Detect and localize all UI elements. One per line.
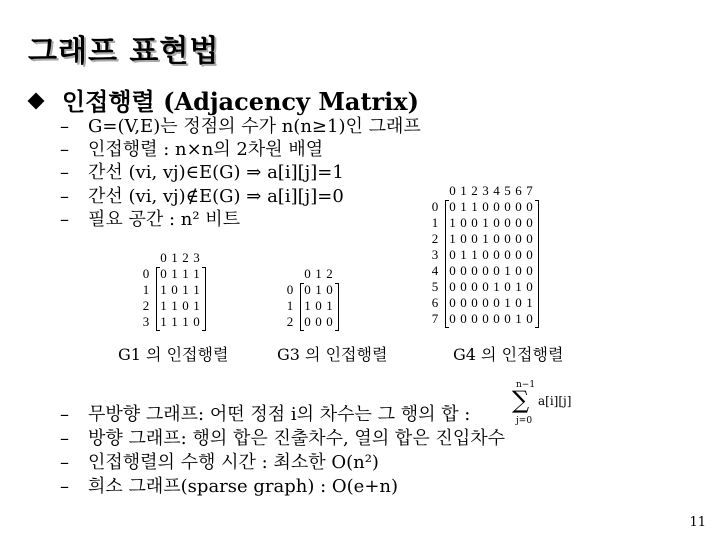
slide-title: 그래프 표현법 [28, 34, 220, 69]
g1-caption: G1 의 인접행렬 [118, 345, 229, 364]
diamond-bullet-icon [28, 92, 45, 109]
matrix-cell: 0 [526, 199, 533, 214]
matrix-cell: 0 [471, 263, 478, 278]
g3-matrix [282, 266, 335, 330]
matrix-cell: 0 [449, 279, 456, 294]
matrix-cell: 1 [482, 215, 489, 230]
matrix-cell: 0 [315, 298, 322, 313]
main-bullet-text: 인접행렬 (Adjacency Matrix) [62, 87, 419, 116]
matrix-row [427, 263, 535, 279]
matrix-cell: 0 [460, 311, 467, 326]
matrix-cell: 1 [471, 247, 478, 262]
matrix-row [427, 199, 535, 215]
matrix-cell: 0 [460, 295, 467, 310]
matrix-row-header: 0 [142, 266, 150, 281]
matrix-cell: 0 [526, 215, 533, 230]
matrix-cell: 1 [193, 298, 200, 313]
matrix-cell: 0 [515, 199, 522, 214]
matrix-row-header: 5 [431, 279, 439, 294]
page-number: 11 [689, 515, 706, 530]
matrix-cell: 0 [515, 247, 522, 262]
matrix-col-header: 3 [193, 250, 200, 265]
g4-matrix [427, 183, 535, 327]
matrix-cell: 0 [449, 295, 456, 310]
upper-item: – 필요 공간 : n² 비트 [60, 209, 241, 230]
matrix-cell: 0 [460, 215, 467, 230]
right-bracket [335, 283, 339, 331]
matrix-cell: 1 [482, 231, 489, 246]
matrix-cell: 0 [471, 231, 478, 246]
matrix-row-header: 0 [431, 199, 439, 214]
matrix-cell: 0 [315, 314, 322, 329]
matrix-cell: 0 [515, 215, 522, 230]
matrix-col-header: 5 [504, 183, 511, 198]
matrix-cell: 1 [449, 215, 456, 230]
matrix-cell: 0 [526, 279, 533, 294]
matrix-cell: 0 [471, 295, 478, 310]
g3-caption: G3 의 인접행렬 [277, 345, 388, 364]
matrix-cell: 0 [515, 263, 522, 278]
matrix-cell: 1 [171, 298, 178, 313]
matrix-row [282, 314, 335, 330]
matrix-cell: 0 [160, 266, 167, 281]
matrix-col-header: 1 [171, 250, 178, 265]
matrix-cell: 0 [493, 199, 500, 214]
matrix-cell: 0 [326, 314, 333, 329]
matrix-cell: 1 [460, 199, 467, 214]
matrix-cell: 1 [471, 199, 478, 214]
matrix-row-header: 2 [142, 298, 150, 313]
matrix-row [282, 298, 335, 314]
upper-item: – 인접행렬 : n×n의 2차원 배열 [60, 139, 324, 160]
matrix-col-header: 0 [449, 183, 456, 198]
matrix-cell: 0 [504, 215, 511, 230]
matrix-cell: 1 [304, 298, 311, 313]
lower-item: – 희소 그래프(sparse graph) : O(e+n) [60, 476, 399, 497]
left-bracket [300, 283, 304, 331]
matrix-cell: 1 [160, 298, 167, 313]
matrix-cell: 1 [460, 247, 467, 262]
matrix-cell: 0 [471, 279, 478, 294]
matrix-cell: 1 [515, 279, 522, 294]
matrix-cell: 0 [493, 263, 500, 278]
matrix-row [282, 282, 335, 298]
matrix-col-header: 2 [471, 183, 478, 198]
matrix-cell: 0 [460, 263, 467, 278]
matrix-cell: 0 [182, 298, 189, 313]
matrix-cell: 1 [171, 314, 178, 329]
matrix-cell: 0 [504, 231, 511, 246]
matrix-cell: 0 [471, 311, 478, 326]
matrix-cell: 0 [482, 311, 489, 326]
lower-item: – 무방향 그래프: 어떤 정점 i의 차수는 그 행의 합 : [60, 404, 471, 425]
matrix-col-header: 3 [482, 183, 489, 198]
matrix-cell: 0 [460, 231, 467, 246]
matrix-cell: 0 [304, 282, 311, 297]
matrix-col-header: 2 [182, 250, 189, 265]
matrix-cell: 0 [493, 311, 500, 326]
matrix-cell: 1 [193, 266, 200, 281]
matrix-cell: 0 [504, 199, 511, 214]
matrix-cell: 0 [493, 231, 500, 246]
sum-upper-limit: n−1 [516, 380, 536, 390]
matrix-cell: 0 [449, 311, 456, 326]
matrix-col-headers [138, 250, 202, 266]
matrix-row-header: 1 [286, 298, 294, 313]
matrix-row-header: 1 [431, 215, 439, 230]
matrix-col-headers [427, 183, 535, 199]
matrix-cell: 1 [504, 295, 511, 310]
left-bracket [445, 200, 449, 328]
matrix-row [427, 231, 535, 247]
matrix-cell: 0 [482, 247, 489, 262]
matrix-col-header: 6 [515, 183, 522, 198]
matrix-col-header: 1 [460, 183, 467, 198]
matrix-cell: 0 [482, 199, 489, 214]
matrix-row-header: 3 [142, 314, 150, 329]
right-bracket [535, 200, 539, 328]
matrix-row [138, 282, 202, 298]
sum-lower-limit: j=0 [516, 416, 533, 426]
matrix-row-header: 2 [286, 314, 294, 329]
matrix-cell: 0 [515, 231, 522, 246]
matrix-cell: 0 [526, 247, 533, 262]
matrix-cell: 0 [193, 314, 200, 329]
matrix-cell: 0 [493, 215, 500, 230]
matrix-cell: 1 [182, 266, 189, 281]
matrix-cell: 0 [326, 282, 333, 297]
matrix-cell: 0 [449, 247, 456, 262]
matrix-cell: 1 [160, 314, 167, 329]
matrix-row-header: 7 [431, 311, 439, 326]
matrix-cell: 1 [182, 282, 189, 297]
sum-term: a[i][j] [538, 394, 572, 408]
matrix-cell: 0 [449, 263, 456, 278]
matrix-cell: 1 [515, 311, 522, 326]
upper-item: – G=(V,E)는 정점의 수가 n(n≥1)인 그래프 [60, 116, 421, 137]
matrix-cell: 0 [526, 231, 533, 246]
matrix-col-header: 1 [315, 266, 322, 281]
upper-item: – 간선 (vi, vj)∉E(G) ⇒ a[i][j]=0 [60, 186, 344, 207]
matrix-cell: 0 [504, 247, 511, 262]
matrix-row [138, 314, 202, 330]
matrix-row [138, 298, 202, 314]
matrix-cell: 1 [504, 263, 511, 278]
matrix-cell: 0 [504, 311, 511, 326]
matrix-cell: 0 [526, 263, 533, 278]
matrix-row-header: 0 [286, 282, 294, 297]
matrix-cell: 0 [515, 295, 522, 310]
matrix-cell: 0 [449, 199, 456, 214]
matrix-cell: 0 [171, 282, 178, 297]
upper-item: – 간선 (vi, vj)∈E(G) ⇒ a[i][j]=1 [60, 162, 344, 183]
matrix-row [138, 266, 202, 282]
matrix-col-header: 0 [160, 250, 167, 265]
matrix-cell: 1 [526, 295, 533, 310]
matrix-row [427, 295, 535, 311]
matrix-col-header: 2 [326, 266, 333, 281]
matrix-cell: 0 [493, 247, 500, 262]
matrix-cell: 0 [493, 295, 500, 310]
right-bracket [202, 267, 206, 331]
matrix-row-header: 4 [431, 263, 439, 278]
lower-item: – 방향 그래프: 행의 합은 진출차수, 열의 합은 진입차수 [60, 428, 505, 449]
matrix-col-header: 4 [493, 183, 500, 198]
matrix-cell: 1 [449, 231, 456, 246]
matrix-col-headers [282, 266, 335, 282]
matrix-row-header: 3 [431, 247, 439, 262]
matrix-cell: 0 [482, 263, 489, 278]
matrix-cell: 1 [160, 282, 167, 297]
matrix-row-header: 1 [142, 282, 150, 297]
matrix-cell: 1 [193, 282, 200, 297]
matrix-col-header: 0 [304, 266, 311, 281]
matrix-col-header: 7 [526, 183, 533, 198]
matrix-row [427, 215, 535, 231]
matrix-cell: 0 [482, 279, 489, 294]
matrix-cell: 1 [315, 282, 322, 297]
matrix-row-header: 2 [431, 231, 439, 246]
matrix-cell: 1 [326, 298, 333, 313]
matrix-cell: 1 [171, 266, 178, 281]
matrix-row [427, 311, 535, 327]
g1-matrix [138, 250, 202, 330]
matrix-row [427, 279, 535, 295]
left-bracket [156, 267, 160, 331]
matrix-cell: 0 [471, 215, 478, 230]
matrix-cell: 0 [526, 311, 533, 326]
matrix-cell: 0 [504, 279, 511, 294]
matrix-cell: 0 [460, 279, 467, 294]
matrix-row-header: 6 [431, 295, 439, 310]
matrix-cell: 1 [182, 314, 189, 329]
matrix-row [427, 247, 535, 263]
matrix-cell: 0 [304, 314, 311, 329]
matrix-cell: 1 [493, 279, 500, 294]
lower-item: – 인접행렬의 수행 시간 : 최소한 O(n²) [60, 452, 379, 473]
matrix-cell: 0 [482, 295, 489, 310]
g4-caption: G4 의 인접행렬 [453, 345, 564, 364]
sigma-icon: ∑ [512, 386, 530, 414]
